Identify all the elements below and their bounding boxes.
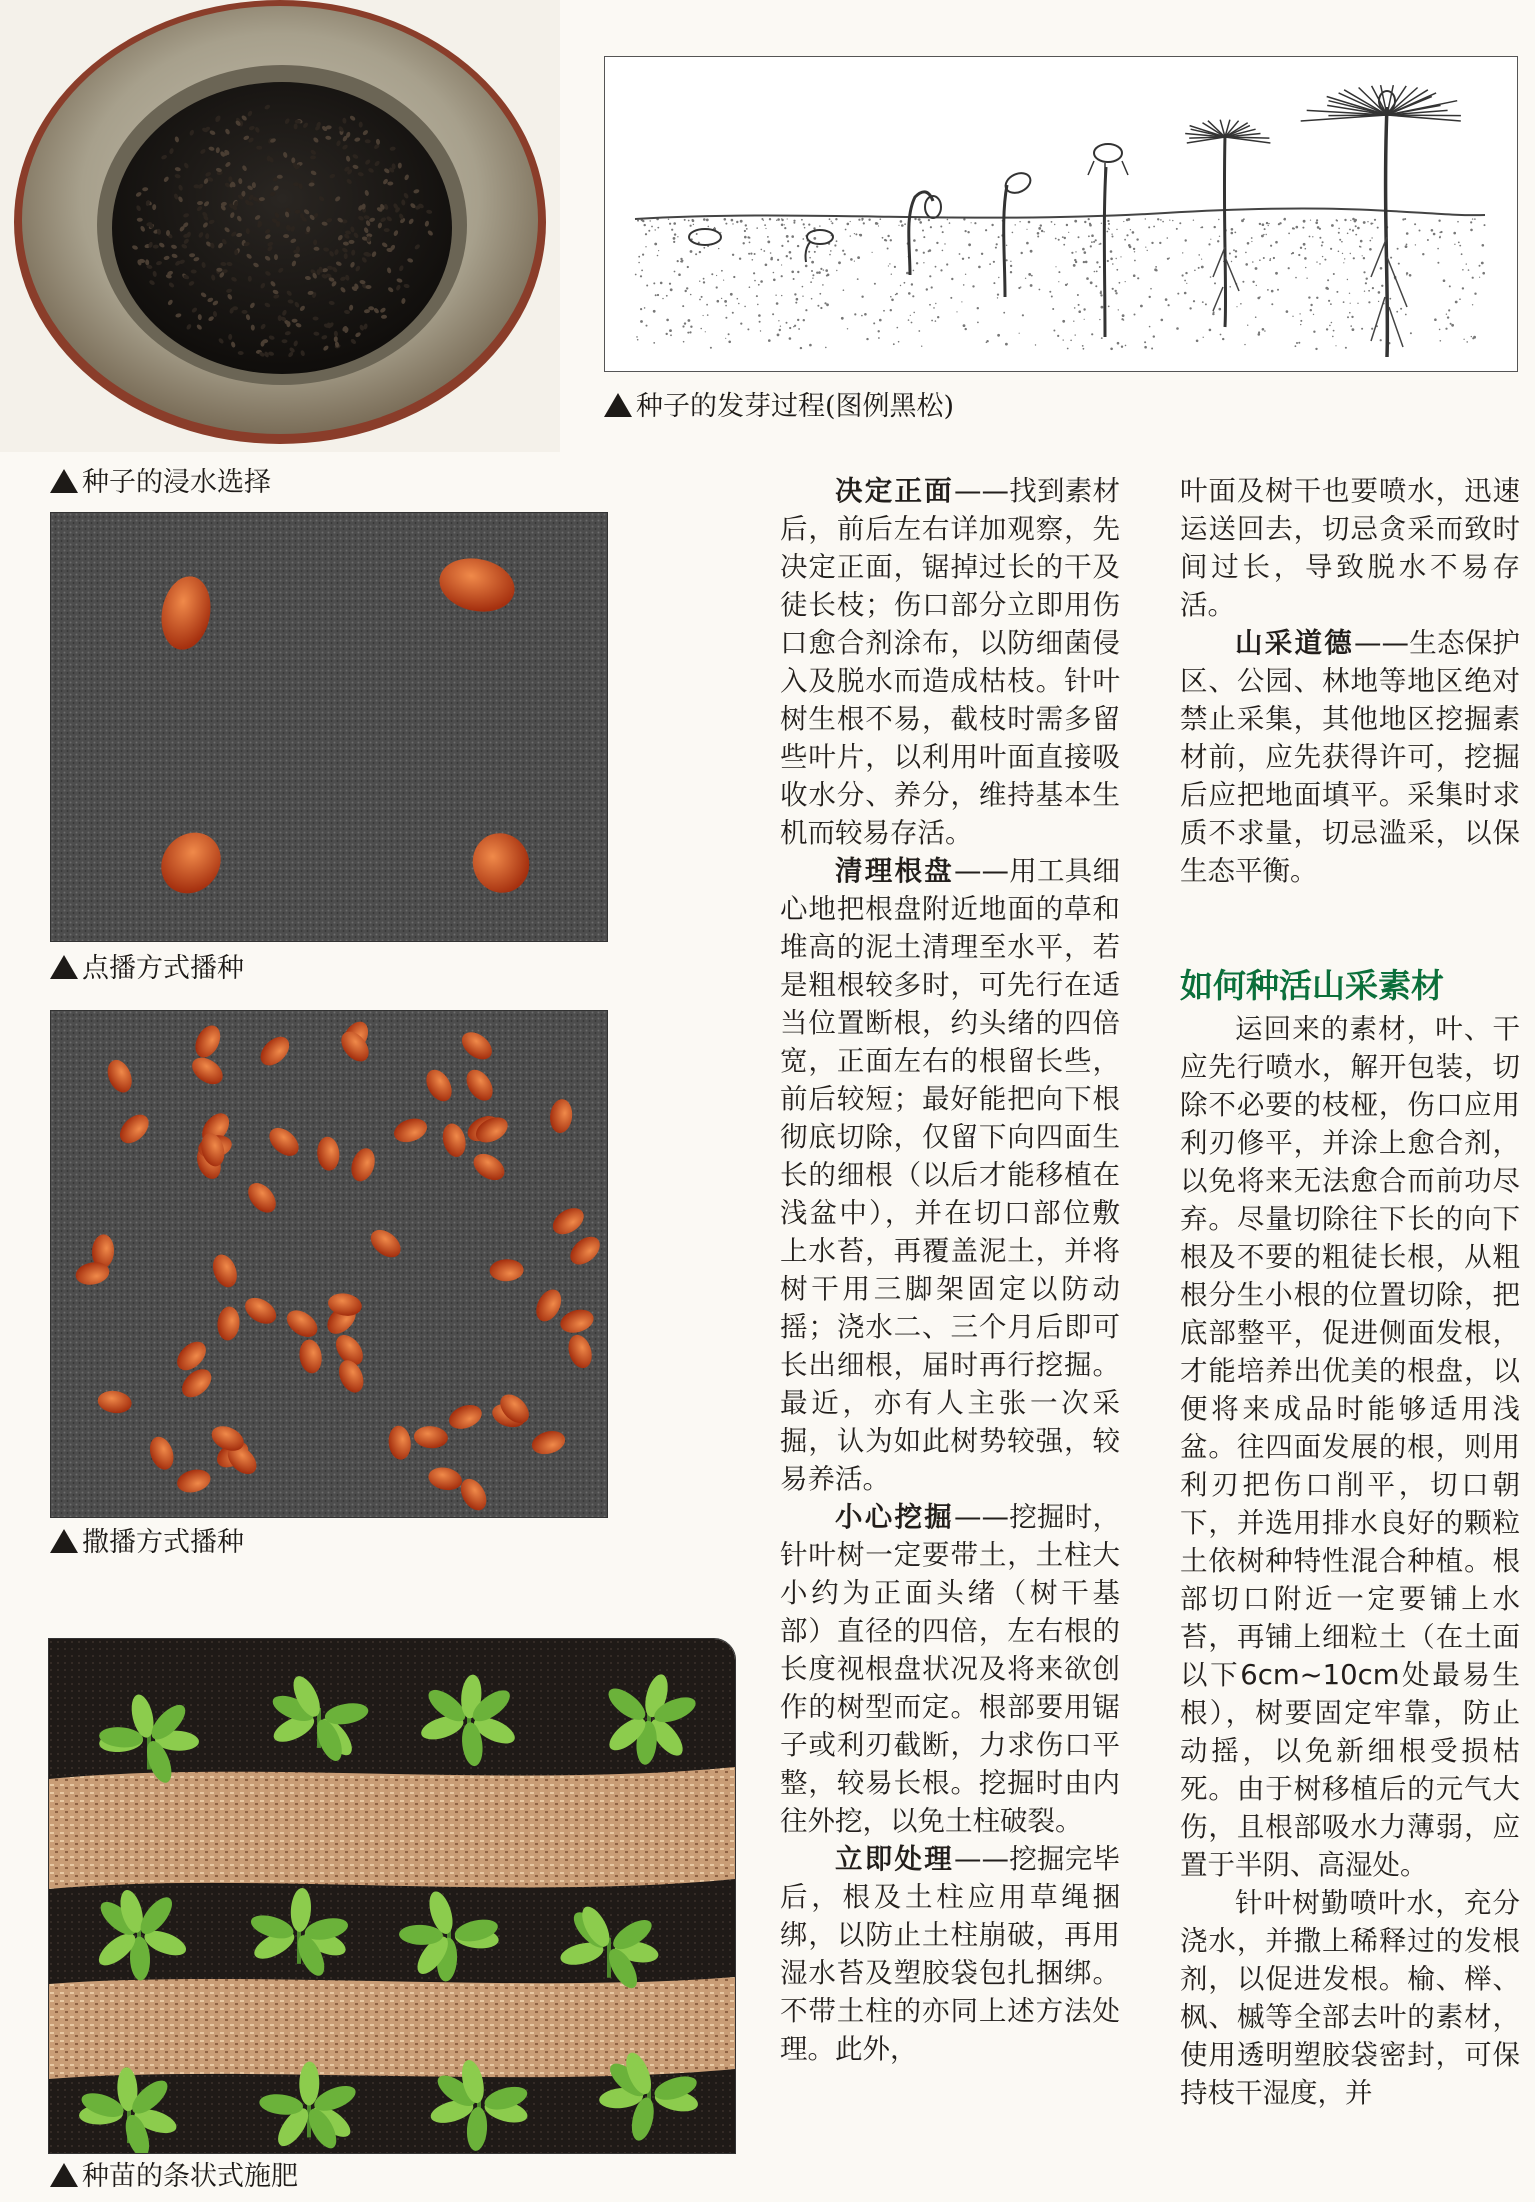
photo-seedling-strip-fertilizer	[48, 1638, 736, 2154]
photo-broadcast-sowing	[50, 1010, 608, 1518]
bowl-illustration	[0, 0, 560, 452]
article-column-2	[1180, 472, 1520, 890]
paragraph-conifer-care: 针叶树勤喷叶水，充分浇水，并撒上稀释过的发根剂，以促进发根。榆、榉、枫、槭等全部去叶的素材，使用透明塑胶袋密封，可保持枝干湿度，并	[1180, 1887, 1520, 2109]
photo-seed-soaking	[0, 0, 560, 452]
paragraph-clean-root: 清理根盘——用工具细心地把根盘附近地面的草和堆高的泥土清理至水平，若是粗根较多时，可先行在适当位置断根，约头绪的四倍宽，正面左右的根留长些，前后较短；最好能把向下根彻底切除，仅留下向四面生长的细根（以后才能移植在浅盆中），并在切口部位敷上水苔，再覆盖泥土，并将树干用三脚架固定以防动摇；浇水二、三个月后即可长出细根，届时再行挖掘。最近，亦有人主张一次采掘，认为如此树势较强，较易养活。	[780, 855, 1120, 1495]
paragraph-careful-dig: 小心挖掘——挖掘时，针叶树一定要带土，土柱大小约为正面头绪（树干基部）直径的四倍，左右根的长度视根盘状况及将来欲创作的树型而定。根部要用锯子或利刃截断，力求伤口平整，较易长根。挖掘时由内往外挖，以免土柱破裂。	[780, 1501, 1120, 1837]
paragraph-decide-front: 决定正面——找到素材后，前后左右详加观察，先决定正面，锯掉过长的干及徒长枝；伤口部分立即用伤口愈合剂涂布，以防细菌侵入及脱水而造成枯枝。针叶树生根不易，截枝时需多留些叶片，以利用叶面直接吸收水分、养分，维持基本生机而较易存活。	[780, 475, 1120, 849]
term-clean-root: 清理根盘	[835, 855, 954, 887]
triangle-marker-icon	[50, 1529, 78, 1553]
caption-germination: 种子的发芽过程(图例黑松)	[604, 390, 954, 424]
triangle-marker-icon	[50, 469, 78, 493]
caption-seed-soaking: 种子的浸水选择	[50, 466, 271, 500]
germination-diagram	[604, 56, 1518, 372]
photo-dot-sowing	[50, 512, 608, 942]
article-column-1	[780, 472, 1120, 2068]
broadcast-sowing-illustration	[51, 1011, 607, 1517]
caption-dot-sowing: 点播方式播种	[50, 952, 244, 986]
paragraph-continued: 叶面及树干也要喷水，迅速运送回去，切忌贪采而致时间过长，导致脱水不易存活。	[1180, 475, 1520, 621]
term-decide-front: 决定正面	[835, 475, 954, 507]
triangle-marker-icon	[50, 955, 78, 979]
paragraph-immediate-treatment: 立即处理——挖掘完毕后，根及土柱应用草绳捆绑，以防止土柱崩破，再用湿水苔及塑胶袋包扎捆绑。不带土柱的亦同上述方法处理。此外，	[780, 1843, 1120, 2065]
paragraph-ethics: 山采道德——生态保护区、公园、林地等地区绝对禁止采集，其他地区挖掘素材前，应先获得许可，挖掘后应把地面填平。采集时求质不求量，切忌滥采，以保生态平衡。	[1180, 627, 1520, 887]
section-heading: 如何种活山采素材	[1180, 966, 1444, 1005]
triangle-marker-icon	[50, 2163, 78, 2187]
caption-broadcast-sowing: 撒播方式播种	[50, 1526, 244, 1560]
caption-strip-fertilizer: 种苗的条状式施肥	[50, 2160, 298, 2194]
dot-sowing-illustration	[51, 513, 607, 941]
term-ethics: 山采道德	[1235, 627, 1354, 659]
triangle-marker-icon	[604, 393, 632, 417]
article-column-2-lower	[1180, 1010, 1520, 2112]
paragraph-planting: 运回来的素材，叶、干应先行喷水，解开包装，切除不必要的枝桠，伤口应用利刃修平，并涂上愈合剂，以免将来无法愈合而前功尽弃。尽量切除往下长的向下根及不要的粗徒长根，从粗根分生小根的位置切除，把底部整平，促进侧面发根，才能培养出优美的根盘，以便将来成品时能够适用浅盆。往四面发展的根，则用利刃把伤口削平，切口朝下，并选用排水良好的颗粒土依树种特性混合种植。根部切口附近一定要铺上水苔，再铺上细粒土（在土面以下6cm~10cm处最易生根），树要固定牢靠，防止动摇，以免新细根受损枯死。由于树移植后的元气大伤，且根部吸水力薄弱，应置于半阴、高湿处。	[1180, 1013, 1520, 1881]
term-immediate-treatment: 立即处理	[835, 1843, 954, 1875]
germination-stages-illustration	[605, 57, 1517, 371]
seedling-rows-illustration	[49, 1639, 735, 2153]
term-careful-dig: 小心挖掘	[835, 1501, 954, 1533]
